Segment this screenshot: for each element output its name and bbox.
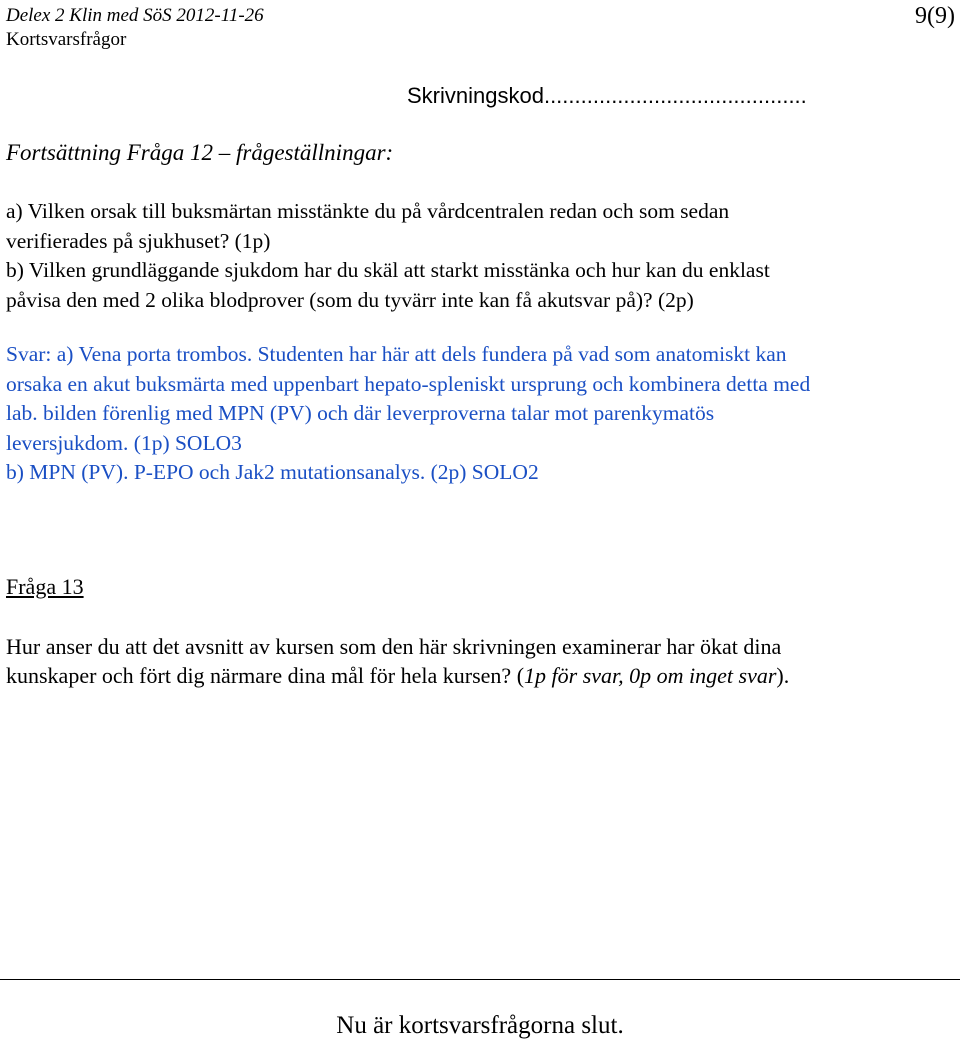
answer-line: leversjukdom. (1p) SOLO3 bbox=[6, 430, 242, 455]
question-line: påvisa den med 2 olika blodprover (som du tyvärr inte kan få akutsvar på)? (2p) bbox=[6, 287, 694, 312]
answer-line: orsaka en akut buksmärta med uppenbart hepato-spleniskt ursprung och kombinera detta med bbox=[6, 371, 811, 396]
answer-text bbox=[6, 340, 954, 488]
continuation-title: Fortsättning Fråga 12 – frågeställningar: bbox=[6, 140, 394, 165]
page-number: 9(9) bbox=[915, 3, 955, 29]
question-13-line2-start: kunskaper och fört dig närmare dina mål för hela kursen? ( bbox=[6, 663, 525, 688]
answer-line: Svar: a) Vena porta trombos. Studenten har här att dels fundera på vad som anatomiskt kan bbox=[6, 342, 787, 366]
question-13-title: Fråga 13 bbox=[6, 574, 84, 599]
question-line: a) Vilken orsak till buksmärtan misstänkte du på vårdcentralen redan och som sedan bbox=[6, 199, 730, 223]
question-13-line: Hur anser du att det avsnitt av kursen som den här skrivningen examinerar har ökat dina bbox=[6, 634, 782, 659]
end-message: Nu är kortsvarsfrågorna slut. bbox=[336, 1012, 624, 1039]
footer-divider bbox=[0, 979, 960, 980]
question-line: b) Vilken grundläggande sjukdom har du skäl att starkt misstänka och hur kan du enklast bbox=[6, 258, 770, 282]
header-title: Delex 2 Klin med SöS 2012-11-26 bbox=[6, 5, 264, 26]
question-13-text bbox=[6, 632, 789, 690]
header-subtitle: Kortsvarsfrågor bbox=[6, 29, 127, 50]
answer-line: lab. bilden förenlig med MPN (PV) och där leverproverna talar mot parenkymatös bbox=[6, 401, 715, 425]
question-12-text bbox=[6, 197, 954, 315]
writing-code-label: Skrivningskod........................................... bbox=[407, 83, 807, 108]
question-13-line bbox=[6, 661, 789, 690]
question-line: verifierades på sjukhuset? (1p) bbox=[6, 228, 271, 253]
answer-line: b) MPN (PV). P-EPO och Jak2 mutationsanalys. (2p) SOLO2 bbox=[6, 460, 539, 484]
question-13-line2-end: ). bbox=[776, 663, 790, 688]
question-13-points-note: 1p för svar, 0p om inget svar bbox=[524, 663, 777, 688]
